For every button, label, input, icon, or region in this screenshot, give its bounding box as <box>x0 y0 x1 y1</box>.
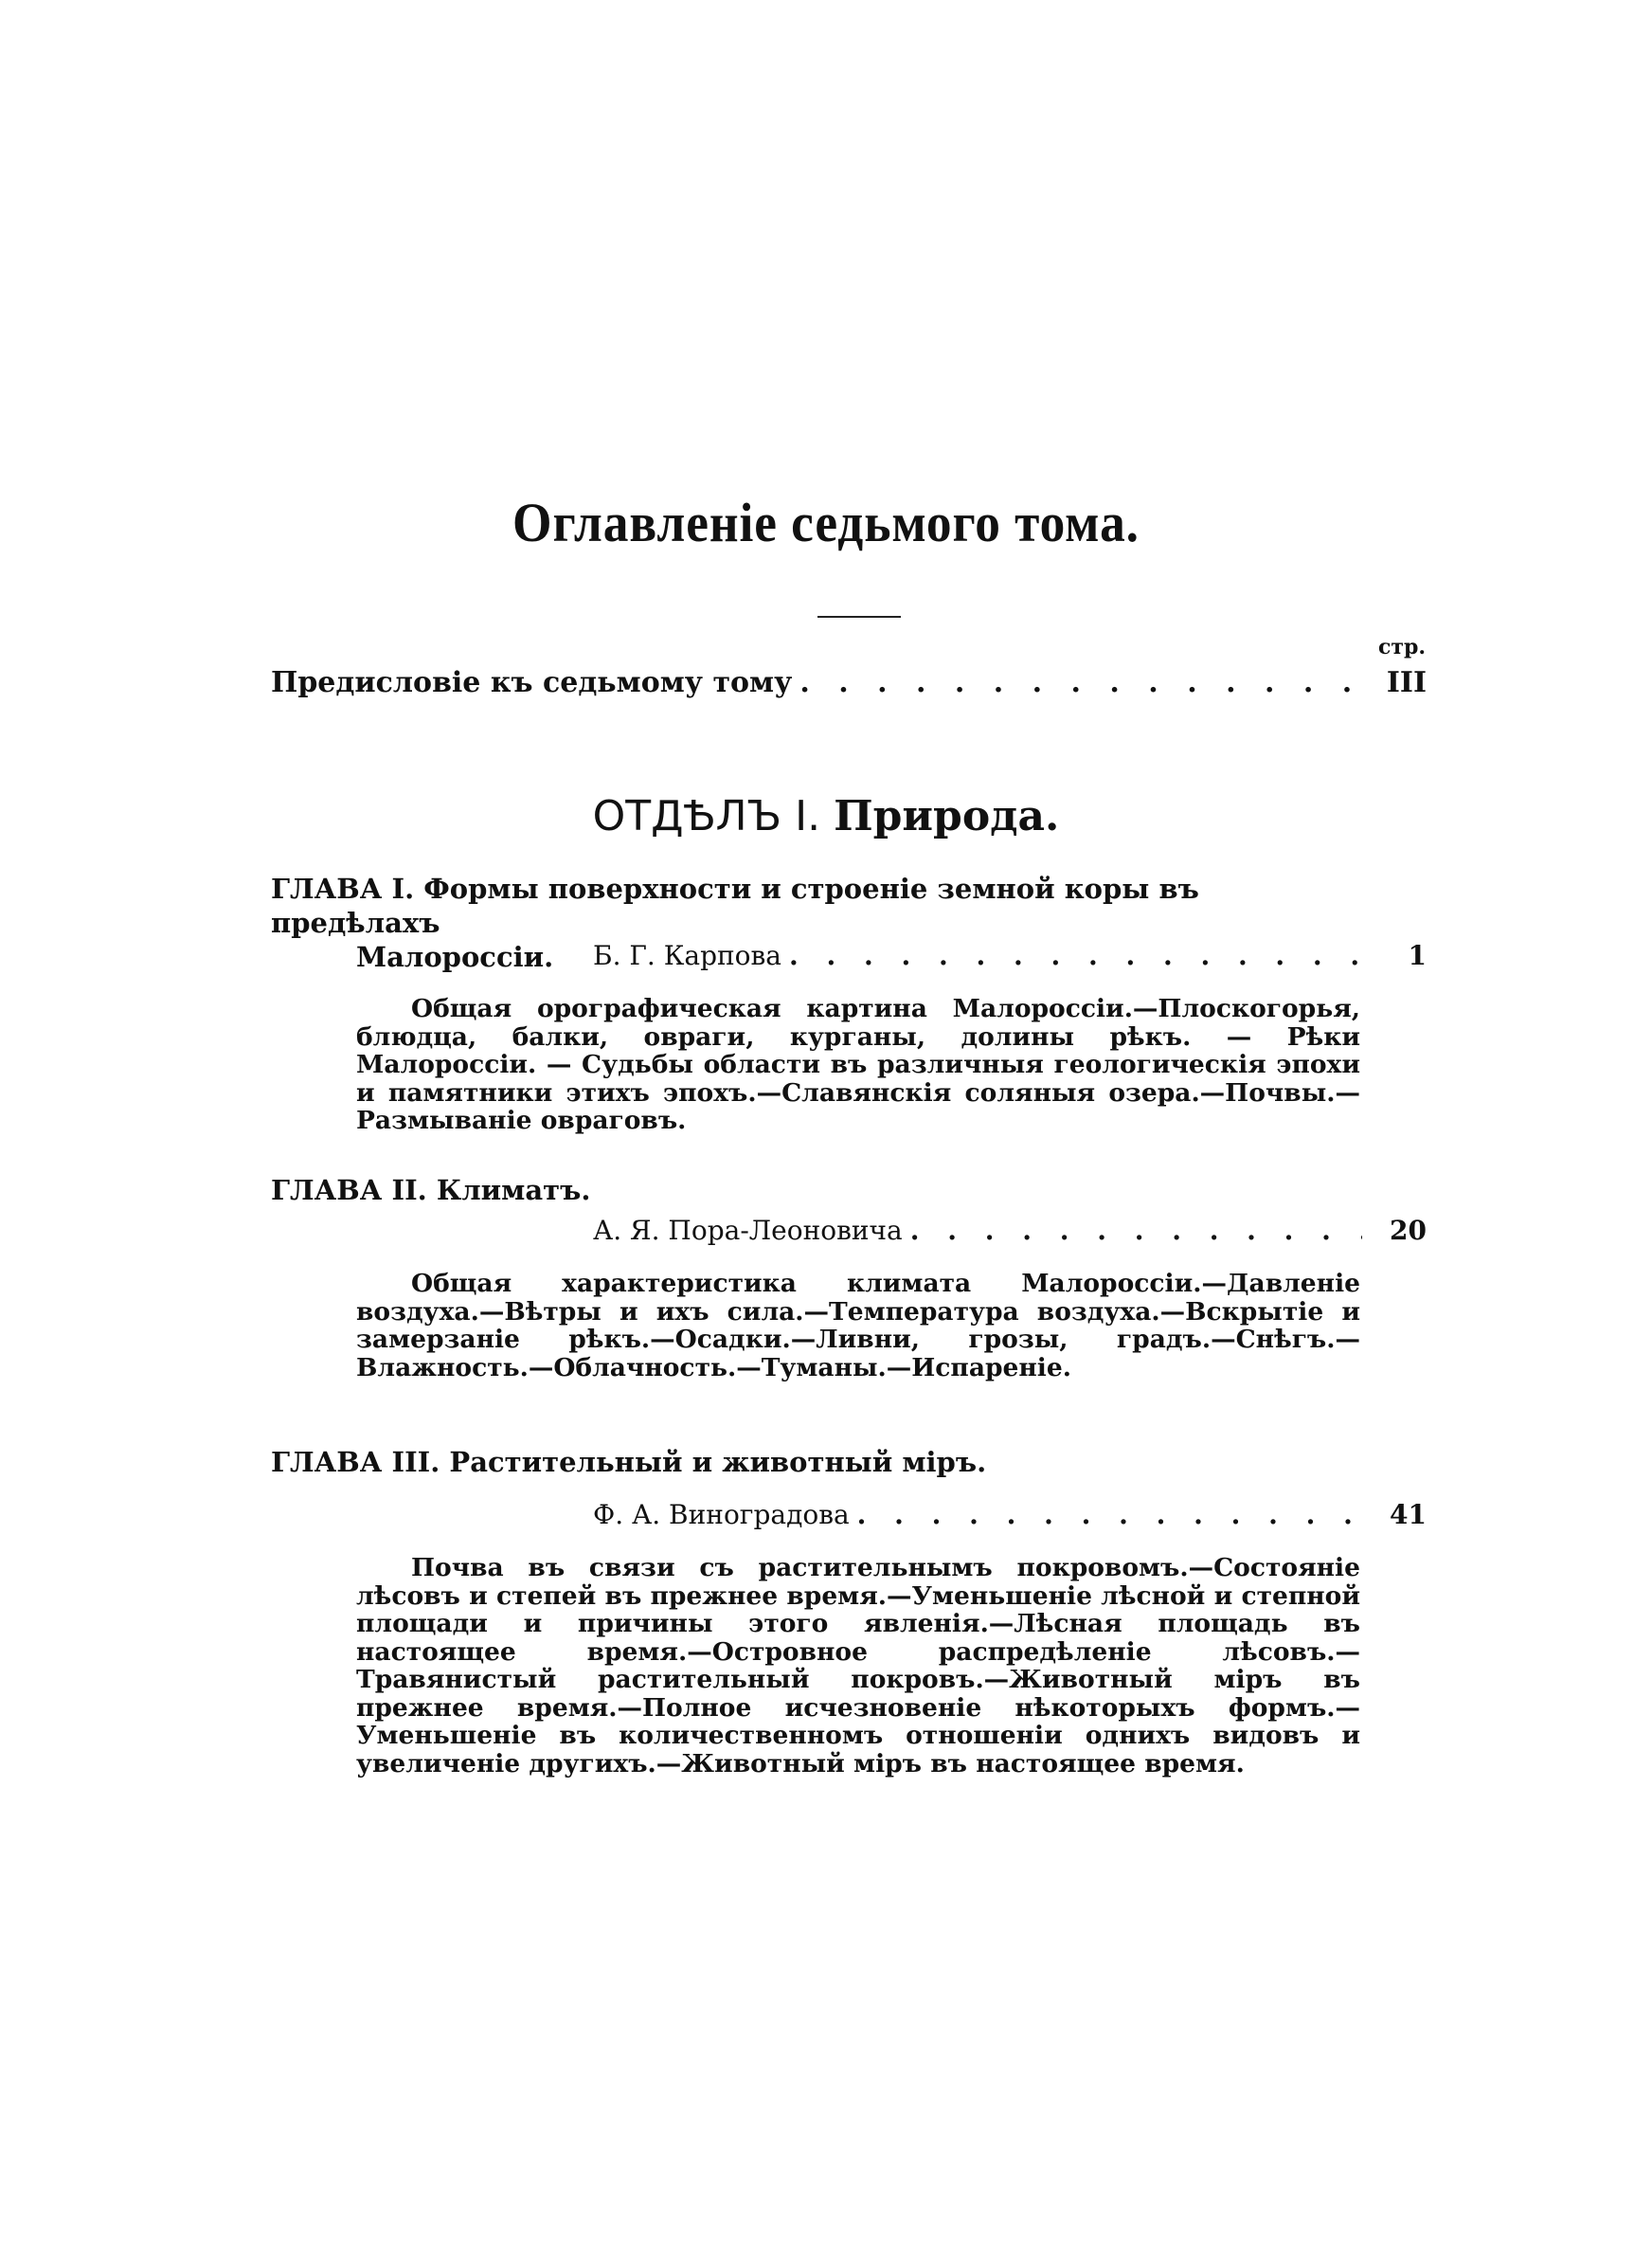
chapter-author: Ф. А. Виноградова <box>593 1499 850 1530</box>
chapter-2-title[interactable] <box>271 1173 1360 1207</box>
chapter-title-line: ГЛАВА II. Климатъ. <box>271 1174 591 1206</box>
chapter-2-author-line <box>593 1215 1427 1246</box>
page-title: Оглавленіе седьмого тома. <box>512 492 1140 553</box>
chapter-3-author-line <box>593 1499 1427 1530</box>
chapter-3-title[interactable] <box>271 1445 1360 1479</box>
chapter-page: 20 <box>1390 1215 1427 1246</box>
section-name: Природа. <box>834 792 1060 840</box>
chapter-page: 41 <box>1390 1499 1427 1530</box>
dot-leader <box>789 940 1362 971</box>
dot-leader <box>857 1499 1362 1530</box>
dot-leader <box>910 1215 1362 1246</box>
toc-entry-preface[interactable] <box>271 666 1427 699</box>
dot-leader <box>799 666 1362 699</box>
title-divider <box>817 616 901 618</box>
section-label: ОТДѢЛЪ I. <box>592 792 821 840</box>
page-column-header: стр. <box>1378 635 1427 659</box>
chapter-page: 1 <box>1408 940 1427 971</box>
section-heading <box>0 792 1652 840</box>
chapter-2-summary: Общая характеристика климата Малороссіи.—Давленіе воздуха.—Вѣтры и ихъ сила.—Температура воздуха.—Вскрытіе и замерзаніе рѣкъ.—Осадки.—Ливни, грозы, градъ.—Снѣгъ.—Влажность.—Облачность.—Туманы.—Испареніе. <box>356 1269 1360 1382</box>
chapter-title-line: ГЛАВА III. Растительный и животный міръ. <box>271 1446 987 1478</box>
chapter-3-summary: Почва въ связи съ растительнымъ покровомъ.—Состояніе лѣсовъ и степей въ прежнее время.—Уменьшеніе лѣсной и степной площади и причины этого явленія.—Лѣсная площадь въ настоящее время.—Островное распредѣленіе лѣсовъ.—Травянистый растительный покровъ.—Животный міръ въ прежнее время.—Полное исчезновеніе нѣкоторыхъ формъ.—Уменьшеніе въ количественномъ отношеніи однихъ видовъ и увеличеніе другихъ.—Животный міръ въ настоящее время. <box>356 1553 1360 1779</box>
chapter-author: Б. Г. Карпова <box>593 940 781 971</box>
chapter-1-summary: Общая орографическая картина Малороссіи.—Плоскогорья, блюдца, балки, овраги, курганы, долины рѣкъ. — Рѣки Малороссіи. — Судьбы области въ различныя геологическія эпохи и памятники этихъ эпохъ.—Славянскія соляныя озера.—Почвы.—Размываніе овраговъ. <box>356 994 1360 1135</box>
chapter-1-author-line <box>593 940 1427 971</box>
toc-entry-page: III <box>1386 666 1427 699</box>
chapter-author: А. Я. Пора-Леоновича <box>593 1215 903 1246</box>
toc-entry-label: Предисловіе къ седьмому тому <box>271 666 793 699</box>
chapter-title-line: ГЛАВА I. Формы поверхности и строеніе земной коры въ предѣлахъ <box>271 873 1199 939</box>
chapter-title-continuation: Малороссіи. <box>356 941 554 973</box>
